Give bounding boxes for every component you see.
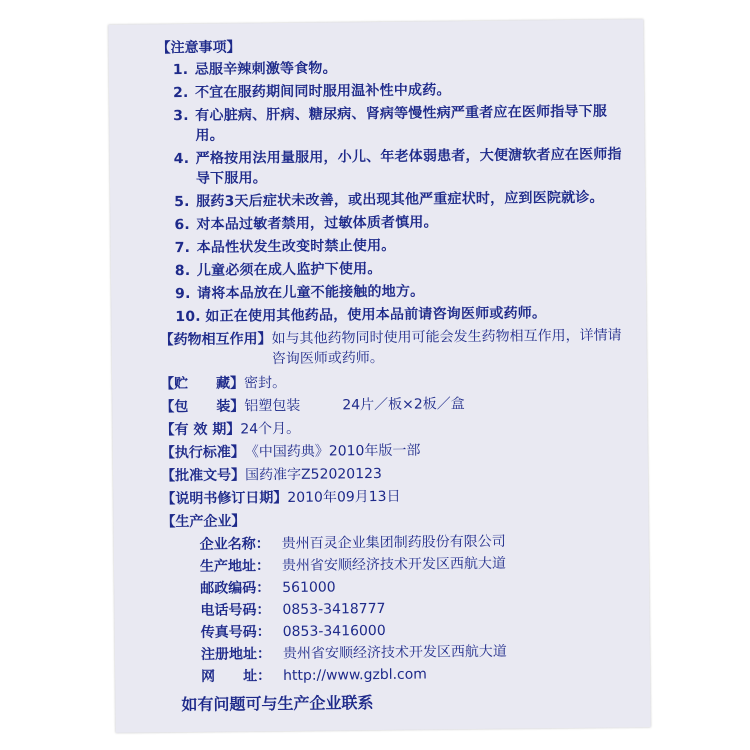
manufacturer-row: 邮政编码： 561000: [200, 579, 336, 597]
notice-item: 2. 不宜在服药期间同时服用温补性中成药。: [172, 82, 451, 102]
drug-interaction-text: 如与其他药物同时使用可能会发生药物相互作用，详情请咨询医师或药师。: [271, 327, 622, 368]
drug-interaction-label: 【药物相互作用】: [159, 331, 272, 349]
standard-value: 《中国药典》2010年版一部: [244, 442, 421, 461]
contact-footer: 如有问题可与生产企业联系: [181, 693, 374, 715]
manufacturer-row: 传真号码： 0853-3416000: [200, 622, 386, 641]
notice-item: 4. 严格按用法用量服用，小儿、年老体弱患者，大便溏软者应在医师指导下服用。: [173, 146, 622, 187]
leaflet-page: [108, 19, 650, 733]
approval-label: 【批准文号】: [160, 467, 246, 485]
revision-label: 【说明书修订日期】: [161, 489, 288, 508]
manufacturer-row: 注册地址： 贵州省安顺经济技术开发区西航大道: [200, 643, 507, 663]
notice-heading: 【注意事项】: [156, 39, 241, 57]
package-value: 铝塑包装 24片／板×2板／盒: [244, 396, 465, 415]
notice-item: 8. 儿童必须在成人监护下使用。: [174, 260, 382, 280]
package-label: 【包 装】: [160, 398, 245, 416]
revision-field: [161, 483, 630, 511]
validity-value: 24个月。: [240, 420, 301, 438]
approval-value: 国药准字Z52020123: [244, 465, 382, 484]
manufacturer-row: 生产地址： 贵州省安顺经济技术开发区西航大道: [199, 555, 507, 575]
notice-item: 1. 忌服辛辣刺激等食物。: [172, 60, 337, 79]
storage-value: 密封。: [243, 374, 287, 392]
standard-label: 【执行标准】: [160, 444, 245, 462]
validity-label: 【有 效 期】: [160, 421, 241, 439]
notice-item: 6. 对本品过敏者禁用，过敏体质者慎用。: [174, 214, 438, 234]
manufacturer-row: 企业名称： 贵州百灵企业集团制药股份有限公司: [199, 533, 506, 553]
website-value: http://www.gzbl.com: [283, 666, 427, 685]
notice-item: 3. 有心脏病、肝病、糖尿病、肾病等慢性病严重者应在医师指导下服用。: [173, 103, 608, 144]
notice-item: 10. 如正在使用其他药品，使用本品前请咨询医师或药师。: [175, 305, 547, 326]
notice-item: 9. 请将本品放在儿童不能接触的地方。: [175, 283, 425, 303]
notice-item: 7. 本品性状发生改变时禁止使用。: [174, 237, 396, 257]
leaflet-content: [156, 31, 632, 718]
manufacturer-heading: 【生产企业】: [161, 513, 246, 531]
notice-item: 5. 服药3天后症状未改善，或出现其他严重症状时，应到医院就诊。: [174, 189, 604, 211]
storage-label: 【贮 藏】: [159, 375, 245, 393]
revision-value: 2010年09月13日: [287, 488, 401, 506]
manufacturer-row: 电话号码： 0853-3418777: [200, 600, 386, 619]
manufacturer-row: 网 址： http://www.gzbl.com: [163, 661, 632, 688]
drug-interaction-section: [160, 325, 629, 370]
